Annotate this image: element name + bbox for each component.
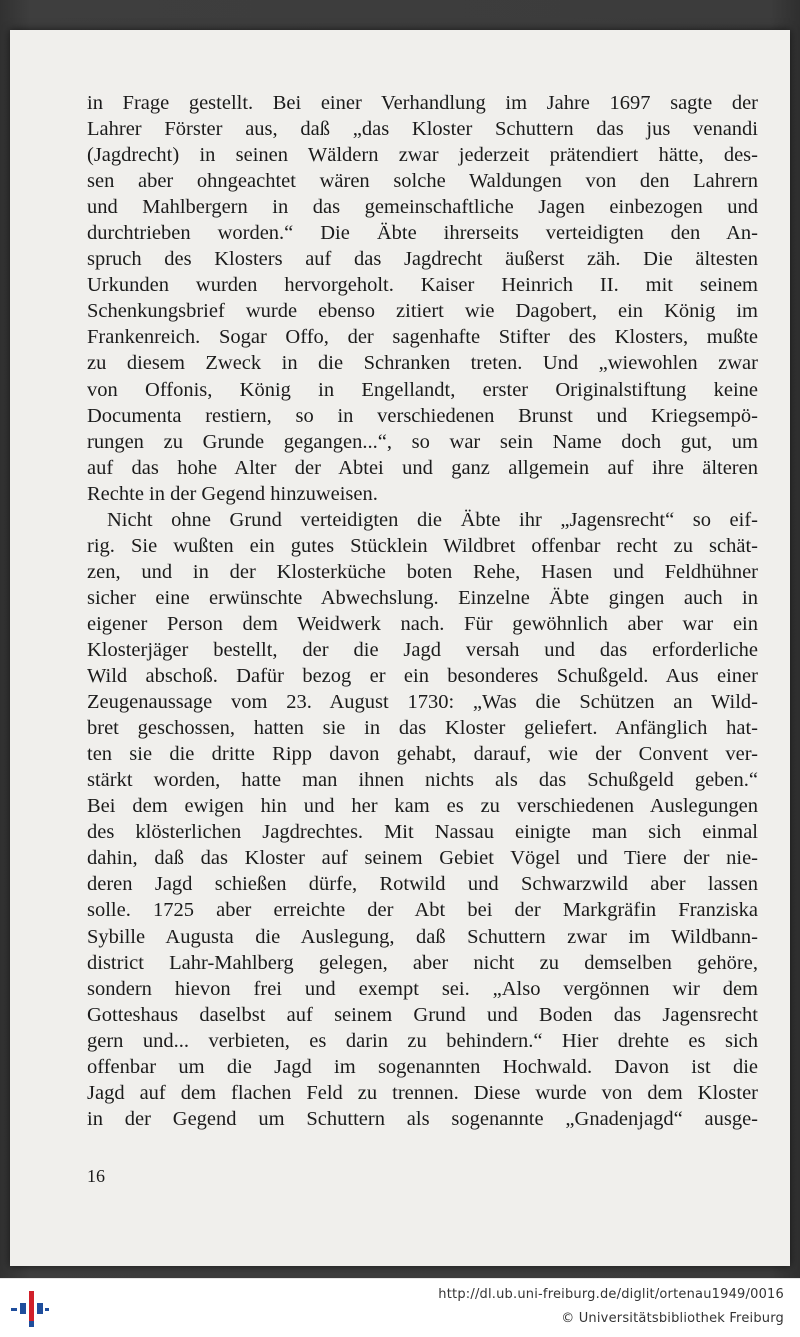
text-line: Klosterjäger bestellt, der die Jagd versah und das erforderliche: [87, 638, 758, 661]
text-line: Gotteshaus daselbst auf seinem Grund und Boden das Jagensrecht: [87, 1003, 758, 1026]
text-line: rig. Sie wußten ein gutes Stücklein Wildbret offenbar recht zu schät-: [87, 534, 758, 557]
text-line: von Offonis, König in Engellandt, erster Originalstiftung keine: [87, 378, 758, 401]
text-line: Frankenreich. Sogar Offo, der sagenhafte Stifter des Klosters, mußte: [87, 326, 758, 349]
text-line: deren Jagd schießen dürfe, Rotwild und Schwarzwild aber lassen: [87, 873, 758, 896]
text-line: sondern hievon frei und exempt sei. „Also vergönnen wir dem: [87, 977, 758, 1000]
text-line: und Mahlbergern in das gemeinschaftliche Jagen einbezogen und: [87, 196, 758, 219]
text-line: in der Gegend um Schuttern als sogenannte „Gnadenjagd“ ausge-: [87, 1107, 758, 1130]
text-line: sicher eine erwünschte Abwechslung. Einzelne Äbte gingen auch in: [87, 586, 758, 609]
text-line: spruch des Klosters auf das Jagdrecht äußerst zäh. Die ältesten: [87, 248, 758, 271]
text-line: Schenkungsbrief wurde ebenso zitiert wie Dagobert, ein König im: [87, 300, 758, 323]
page-number: 16: [87, 1166, 105, 1186]
text-line: durchtrieben worden.“ Die Äbte ihrerseits verteidigten den An-: [87, 222, 758, 245]
page-body-text: [87, 90, 758, 1132]
paragraph-end-line: Rechte in der Gegend hinzuweisen.: [87, 482, 378, 505]
text-line: Documenta restiern, so in verschiedenen Brunst und Kriegsempö-: [87, 404, 758, 427]
text-line: sen aber ohngeachtet wären solche Waldungen von den Lahrern: [87, 170, 758, 193]
text-line: Lahrer Förster aus, daß „das Kloster Schuttern das jus venandi: [87, 118, 758, 141]
text-line: auf das hohe Alter der Abtei und ganz allgemein auf ihre älteren: [87, 456, 758, 479]
text-line: des klösterlichen Jagdrechtes. Mit Nassau einigte man sich einmal: [87, 821, 758, 844]
ub-freiburg-logo-icon: [10, 1287, 50, 1331]
text-line: district Lahr-Mahlberg gelegen, aber nicht zu demselben gehöre,: [87, 951, 758, 974]
text-line: gern und... verbieten, es darin zu behindern.“ Hier drehte es sich: [87, 1029, 758, 1052]
text-line: offenbar um die Jagd im sogenannten Hochwald. Davon ist die: [87, 1055, 758, 1078]
text-line: Zeugenaussage vom 23. August 1730: „Was die Schützen an Wild-: [87, 691, 758, 714]
text-line: zen, und in der Klosterküche boten Rehe, Hasen und Feldhühner: [87, 560, 758, 583]
copyright-text: © Universitätsbibliothek Freiburg: [561, 1311, 784, 1326]
text-line: (Jagdrecht) in seinen Wäldern zwar jederzeit prätendiert hätte, des-: [87, 144, 758, 167]
text-line: dahin, daß das Kloster auf seinem Gebiet Vögel und Tiere der nie-: [87, 847, 758, 870]
text-line: eigener Person dem Weidwerk nach. Für gewöhnlich aber war ein: [87, 612, 758, 635]
footer-bar: [0, 1278, 800, 1337]
text-line: Bei dem ewigen hin und her kam es zu verschiedenen Auslegungen: [87, 795, 758, 818]
text-line: zu diesem Zweck in die Schranken treten. Und „wiewohlen zwar: [87, 352, 758, 375]
text-line: Wild abschoß. Dafür bezog er ein besonderes Schußgeld. Aus einer: [87, 665, 758, 688]
paragraph-start-line: Nicht ohne Grund verteidigten die Äbte ihr „Jagensrecht“ so eif-: [107, 508, 758, 531]
source-url[interactable]: http://dl.ub.uni-freiburg.de/diglit/ortenau1949/0016: [438, 1287, 784, 1302]
text-line: Urkunden wurden hervorgeholt. Kaiser Heinrich II. mit seinem: [87, 274, 758, 297]
text-line: rungen zu Grunde gegangen...“, so war sein Name doch gut, um: [87, 430, 758, 453]
text-line: stärkt worden, hatte man ihnen nichts als das Schußgeld geben.“: [87, 769, 758, 792]
text-line: in Frage gestellt. Bei einer Verhandlung im Jahre 1697 sagte der: [87, 92, 758, 114]
text-line: Sybille Augusta die Auslegung, daß Schuttern zwar im Wildbann-: [87, 925, 758, 948]
text-line: ten sie die dritte Ripp davon gehabt, darauf, wie der Convent ver-: [87, 743, 758, 766]
text-line: bret geschossen, hatten sie in das Kloster geliefert. Anfänglich hat-: [87, 717, 758, 740]
text-line: Jagd auf dem flachen Feld zu trennen. Diese wurde von dem Kloster: [87, 1081, 758, 1104]
text-line: solle. 1725 aber erreichte der Abt bei der Markgräfin Franziska: [87, 899, 758, 922]
